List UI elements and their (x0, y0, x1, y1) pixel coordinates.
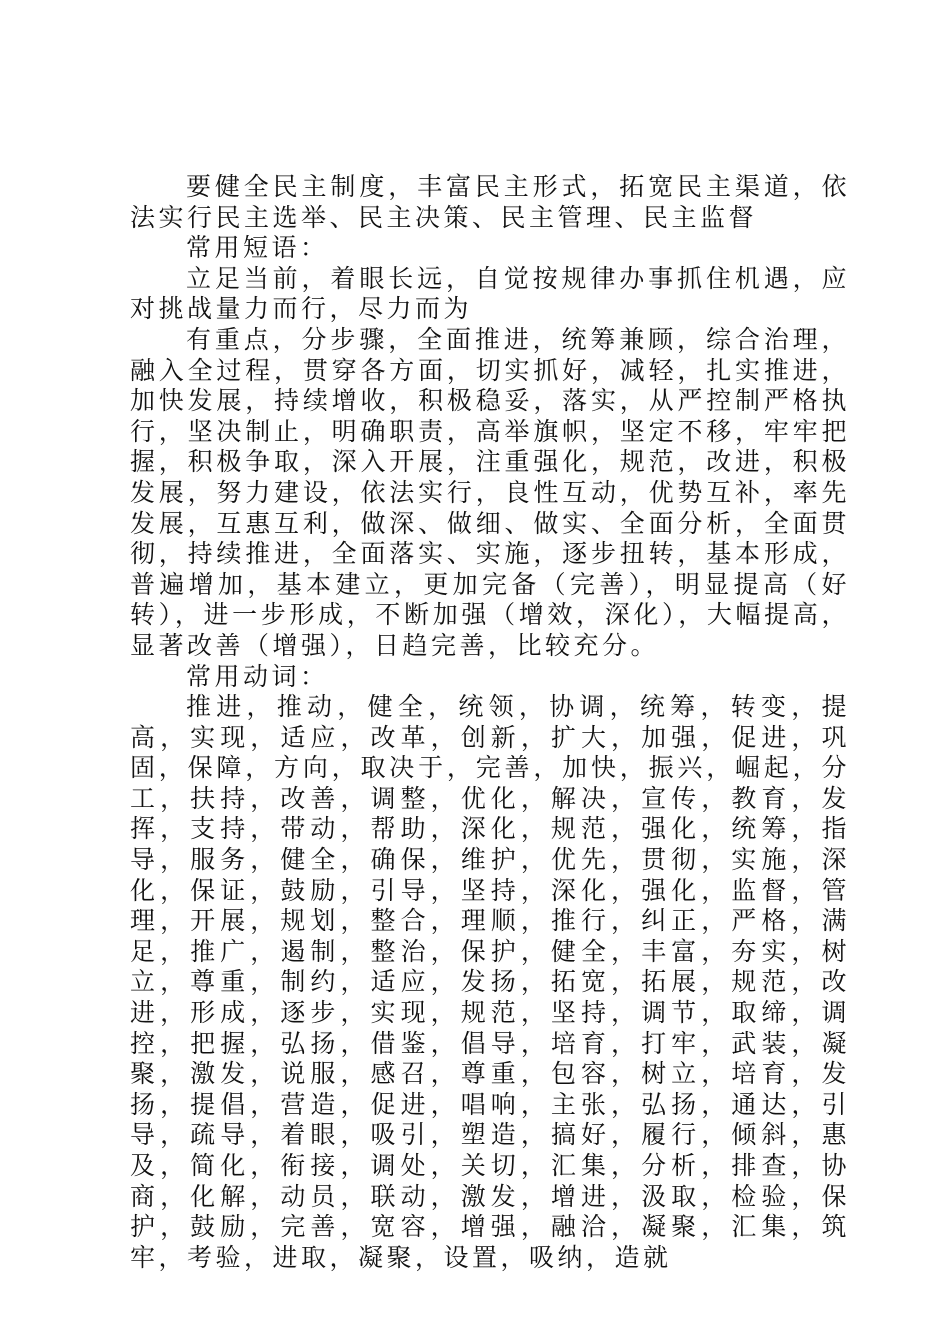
paragraph-democracy: 要健全民主制度，丰富民主形式，拓宽民主渠道，依法实行民主选举、民主决策、民主管理、民主监督 (130, 172, 850, 232)
document-body (130, 172, 850, 1273)
paragraph-phrases-list: 有重点，分步骤，全面推进，统筹兼顾，综合治理，融入全过程，贯穿各方面，切实抓好，减轻，扎实推进，加快发展，持续增收，积极稳妥，落实，从严控制严格执行，坚决制止，明确职责，高举旗帜，坚定不移，牢牢把握，积极争取，深入开展，注重强化，规范，改进，积极发展，努力建设，依法实行，良性互动，优势互补，率先发展，互惠互利，做深、做细、做实、全面分析，全面贯彻，持续推进，全面落实、实施，逐步扭转，基本形成，普遍增加，基本建立，更加完备（完善），明显提高（好转），进一步形成，不断加强（增效，深化），大幅提高，显著改善（增强），日趋完善，比较充分。 (130, 324, 850, 660)
heading-common-verbs: 常用动词： (186, 661, 329, 691)
paragraph-phrases-intro: 立足当前，着眼长远，自觉按规律办事抓住机遇，应对挑战量力而行，尽力而为 (130, 263, 850, 324)
paragraph-verbs-list: 推进，推动，健全，统领，协调，统筹，转变，提高，实现，适应，改革，创新，扩大，加强，促进，巩固，保障，方向，取决于，完善，加快，振兴，崛起，分工，扶持，改善，调整，优化，解决，宣传，教育，发挥，支持，带动，帮助，深化，规范，强化，统筹，指导，服务，健全，确保，维护，优先，贯彻，实施，深化，保证，鼓励，引导，坚持，深化，强化，监督，管理，开展，规划，整合，理顺，推行，纠正，严格，满足，推广，遏制，整治，保护，健全，丰富，夯实，树立，尊重，制约，适应，发扬，拓宽，拓展，规范，改进，形成，逐步，实现，规范，坚持，调节，取缔，调控，把握，弘扬，借鉴，倡导，培育，打牢，武装，凝聚，激发，说服，感召，尊重，包容，树立，培育，发扬，提倡，营造，促进，唱响，主张，弘扬，通达，引导，疏导，着眼，吸引，塑造，搞好，履行，倾斜，惠及，简化，衔接，调处，关切，汇集，分析，排查，协商，化解，动员，联动，激发，增进，汲取，检验，保护，鼓励，完善，宽容，增强，融洽，凝聚，汇集，筑牢，考验，进取，凝聚，设置，吸纳，造就 (130, 692, 850, 1272)
heading-common-phrases: 常用短语： (186, 233, 329, 263)
